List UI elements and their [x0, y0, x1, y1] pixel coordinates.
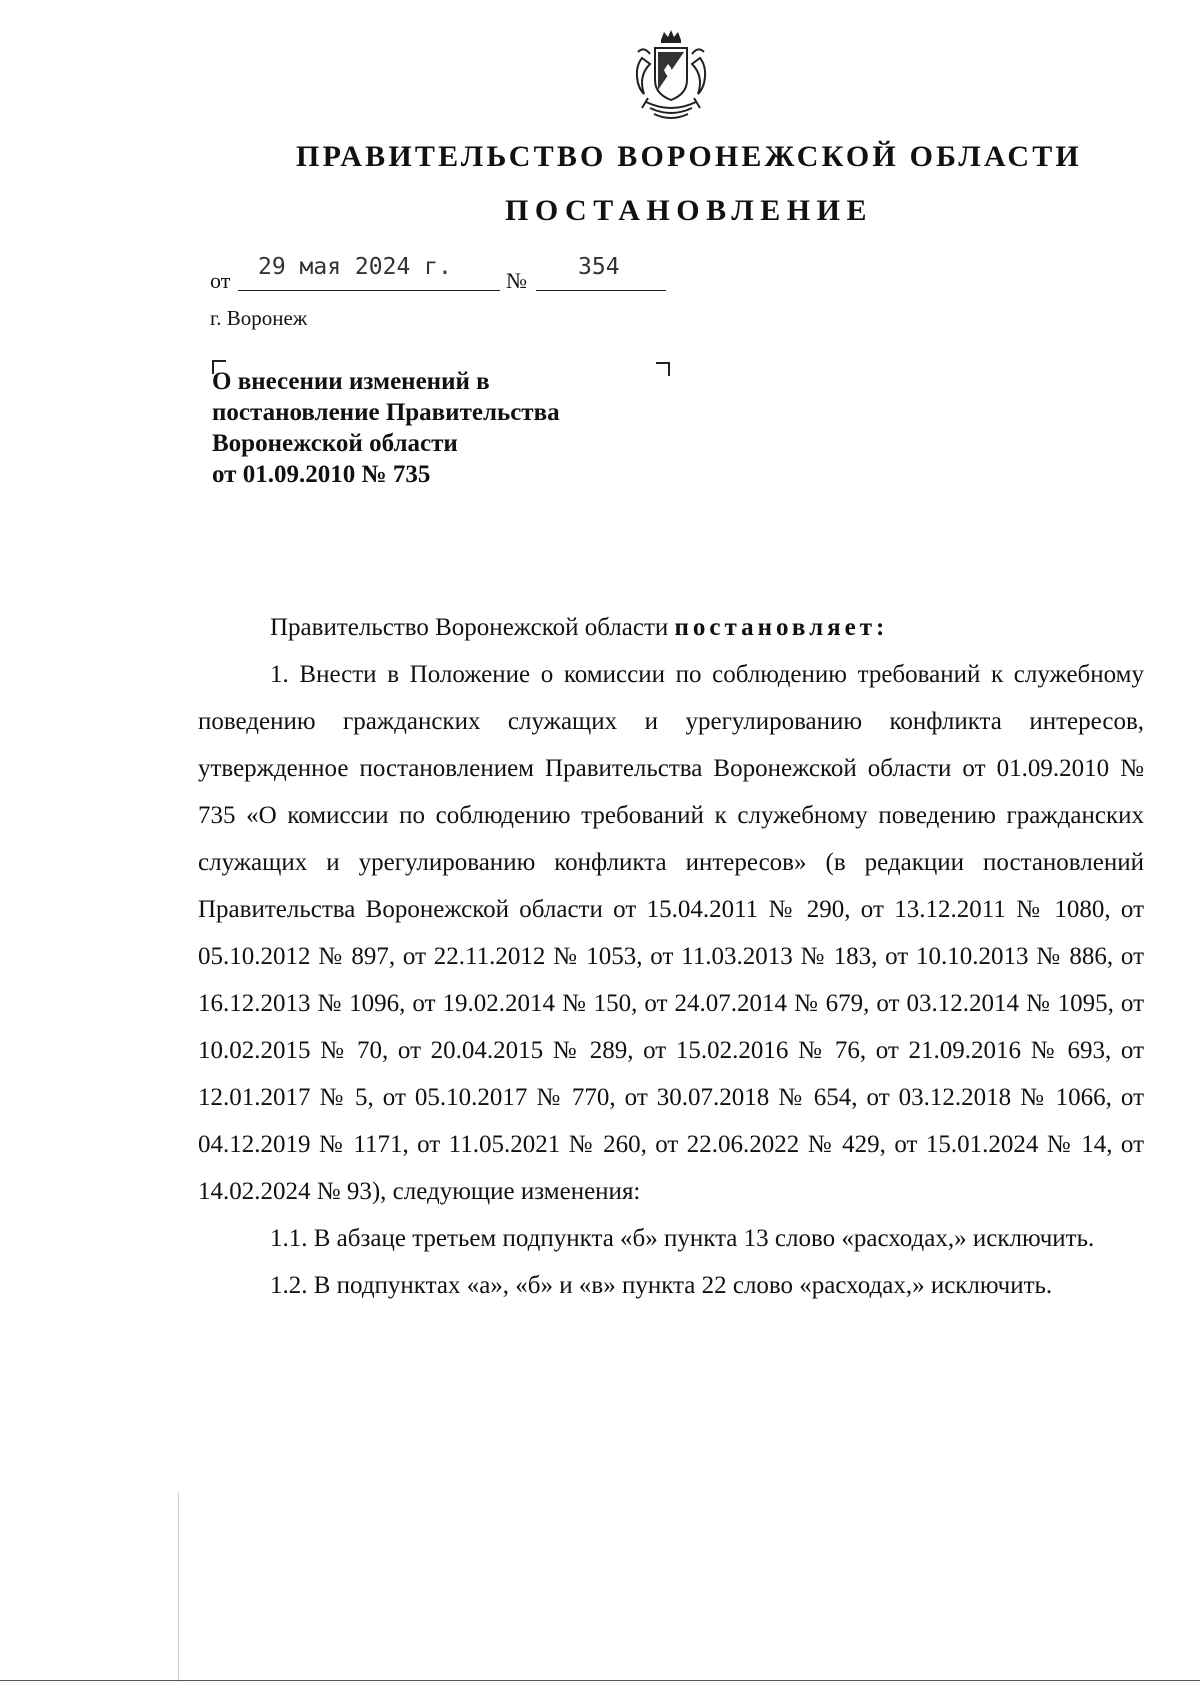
paragraph-item-1: 1. Внести в Положение о комиссии по соблюдению требований к служебному поведению гражданских служащих и урегулированию конфликта интересов, утвержденное постановлением Правительства Воронежской области от 01.09.2010 № 735 «О комиссии по соблюдению требований к служебному поведению гражданских служащих и урегулированию конфликта интересов» (в редакции постановлений Правительства Воронежской области от 15.04.2011 № 290, от 13.12.2011 № 1080, от 05.10.2012 № 897, от 22.11.2012 № 1053, от 11.03.2013 № 183, от 10.10.2013 № 886, от 16.12.2013 № 1096, от 19.02.2014 № 150, от 24.07.2014 № 679, от 03.12.2014 № 1095, от 10.02.2015 № 70, от 20.04.2015 № 289, от 15.02.2016 № 76, от 21.09.2016 № 693, от 12.01.2017 № 5, от 05.10.2017 № 770, от 30.07.2018 № 654, от 03.12.2018 № 1066, от 04.12.2019 № 1171, от 11.05.2021 № 260, от 22.06.2022 № 429, от 15.01.2024 № 14, от 14.02.2024 № 93), следующие изменения: [198, 661, 1144, 1205]
date-label: от [210, 268, 231, 293]
subject-line: от 01.09.2010 № 735 [212, 461, 431, 488]
preamble-text: Правительство Воронежской области [270, 614, 669, 641]
city: г. Воронеж [210, 306, 308, 330]
preamble-verb: постановляет: [674, 614, 889, 641]
subject-line: Воронежской области [212, 430, 458, 457]
document-body [198, 604, 1144, 1309]
margin-line [178, 1492, 179, 1682]
document-date: 29 мая 2024 г. [258, 254, 452, 280]
date-number-row [210, 252, 690, 292]
paragraph-item-1-2: 1.2. В подпунктах «а», «б» и «в» пункта 22 слово «расходах,» исключить. [270, 1272, 1053, 1299]
paragraph-item-1-1: 1.1. В абзаце третьем подпункта «б» пункта 13 слово «расходах,» исключить. [270, 1225, 1095, 1252]
coat-of-arms-icon [628, 28, 714, 124]
footer-rule [0, 1680, 1200, 1681]
number-label: № [506, 268, 527, 293]
document-subject [212, 366, 672, 490]
document-number: 354 [578, 254, 620, 280]
document-type: ПОСТАНОВЛЕНИЕ [505, 194, 873, 227]
preamble [198, 604, 1144, 651]
number-underline [536, 290, 666, 291]
subject-line: О внесении изменений в [212, 368, 490, 395]
government-title: ПРАВИТЕЛЬСТВО ВОРОНЕЖСКОЙ ОБЛАСТИ [296, 140, 1082, 173]
subject-line: постановление Правительства [212, 399, 560, 426]
date-underline [238, 290, 500, 291]
